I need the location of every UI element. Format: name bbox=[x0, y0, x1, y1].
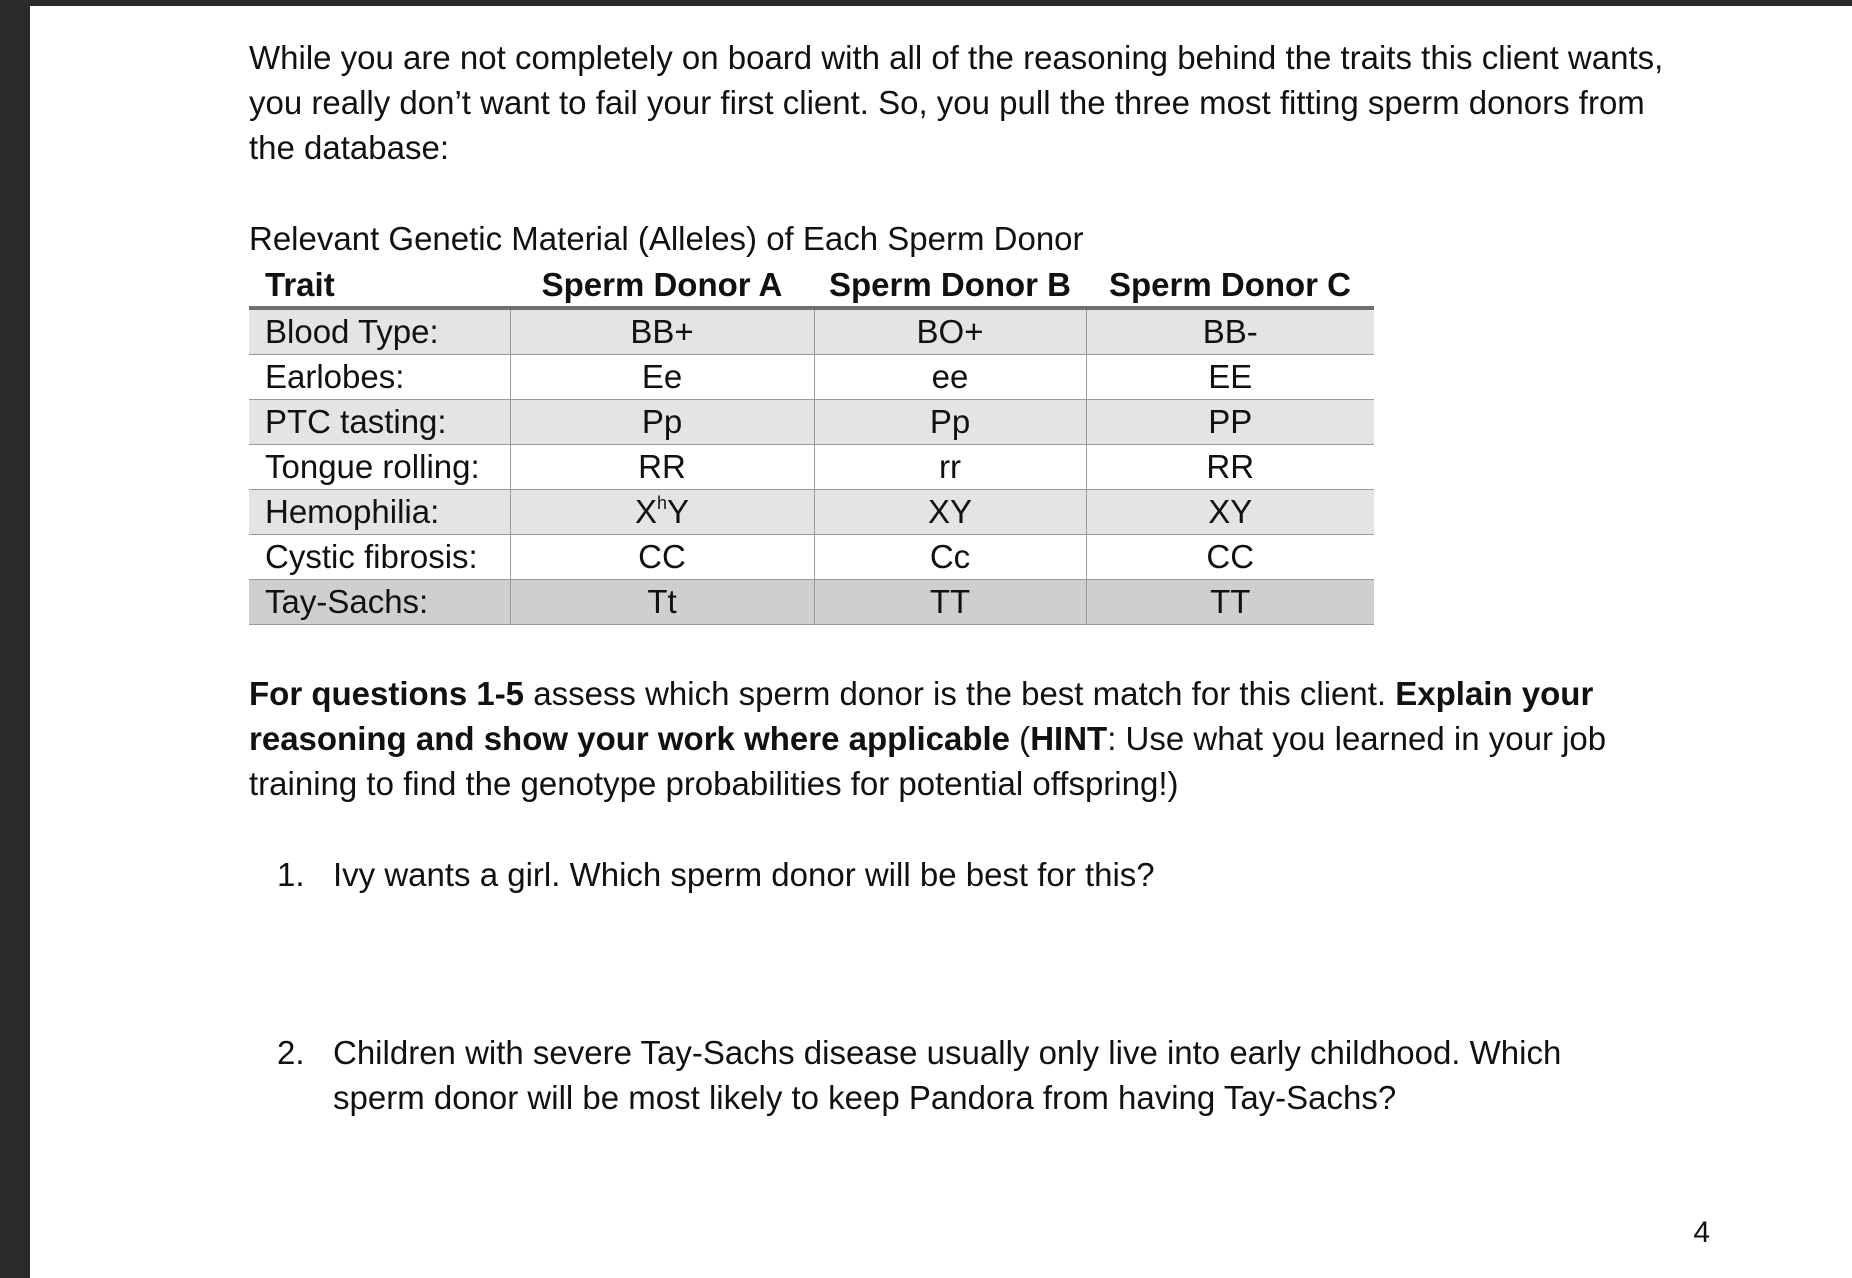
instructions-text-1: assess which sperm donor is the best match for this client. bbox=[524, 675, 1396, 712]
donor-c-cell: EE bbox=[1086, 355, 1374, 400]
donor-a-cell: CC bbox=[510, 535, 814, 580]
question-1 bbox=[277, 852, 1653, 897]
allele-superscript: h bbox=[656, 493, 667, 513]
donor-a-cell: BB+ bbox=[510, 308, 814, 355]
donor-c-cell: PP bbox=[1086, 400, 1374, 445]
allele-tail: Y bbox=[667, 493, 690, 530]
instructions-text-2: ( bbox=[1010, 720, 1031, 757]
question-number: 2. bbox=[277, 1034, 305, 1071]
document-page bbox=[30, 6, 1852, 1278]
window-left-edge bbox=[0, 0, 30, 1278]
table-row bbox=[249, 535, 1374, 580]
donor-c-cell: BB- bbox=[1086, 308, 1374, 355]
donor-c-cell: TT bbox=[1086, 580, 1374, 625]
donor-b-cell: BO+ bbox=[814, 308, 1086, 355]
instructions-paragraph bbox=[249, 671, 1669, 806]
header-trait: Trait bbox=[249, 264, 510, 308]
instructions-bold-3: HINT bbox=[1030, 720, 1108, 757]
page-number: 4 bbox=[1693, 1216, 1710, 1249]
table-row bbox=[249, 490, 1374, 535]
table-row bbox=[249, 308, 1374, 355]
donor-c-cell: CC bbox=[1086, 535, 1374, 580]
donor-c-cell: RR bbox=[1086, 445, 1374, 490]
trait-cell: Tongue rolling: bbox=[249, 445, 510, 490]
table-caption: Relevant Genetic Material (Alleles) of Each Sperm Donor bbox=[249, 220, 1084, 257]
question-text: Ivy wants a girl. Which sperm donor will be best for this? bbox=[333, 856, 1155, 893]
donor-a-cell bbox=[510, 490, 814, 535]
trait-cell: Earlobes: bbox=[249, 355, 510, 400]
table-header-row bbox=[249, 264, 1374, 308]
donor-b-cell: TT bbox=[814, 580, 1086, 625]
trait-cell: Tay-Sachs: bbox=[249, 580, 510, 625]
donor-b-cell: Pp bbox=[814, 400, 1086, 445]
trait-cell: Hemophilia: bbox=[249, 490, 510, 535]
table-row bbox=[249, 580, 1374, 625]
donor-a-cell: RR bbox=[510, 445, 814, 490]
question-number: 1. bbox=[277, 856, 305, 893]
allele-base: X bbox=[634, 493, 657, 530]
question-text: Children with severe Tay-Sachs disease usually only live into early childhood. Which sperm donor will be most likely to keep Pandora from having Tay-Sachs? bbox=[333, 1034, 1562, 1116]
question-2 bbox=[277, 1030, 1653, 1120]
instructions-text-3: : Use what you learned in your job training to find the genotype probabilities for potential offspring!) bbox=[249, 720, 1607, 802]
table-row bbox=[249, 445, 1374, 490]
trait-cell: PTC tasting: bbox=[249, 400, 510, 445]
instructions-bold-2: Explain your reasoning and show your work where applicable bbox=[249, 675, 1594, 757]
table-row bbox=[249, 355, 1374, 400]
donor-a-cell: Ee bbox=[510, 355, 814, 400]
donor-a-cell: Pp bbox=[510, 400, 814, 445]
header-donor-a: Sperm Donor A bbox=[510, 264, 814, 308]
instructions-bold-1: For questions 1-5 bbox=[249, 675, 525, 712]
donor-b-cell: rr bbox=[814, 445, 1086, 490]
header-donor-c: Sperm Donor C bbox=[1086, 264, 1374, 308]
trait-cell: Cystic fibrosis: bbox=[249, 535, 510, 580]
donor-b-cell: Cc bbox=[814, 535, 1086, 580]
trait-cell: Blood Type: bbox=[249, 308, 510, 355]
donor-c-cell: XY bbox=[1086, 490, 1374, 535]
donor-a-cell: Tt bbox=[510, 580, 814, 625]
donor-b-cell: ee bbox=[814, 355, 1086, 400]
header-donor-b: Sperm Donor B bbox=[814, 264, 1086, 308]
table-row bbox=[249, 400, 1374, 445]
donor-alleles-table bbox=[249, 264, 1374, 625]
intro-paragraph: While you are not completely on board with all of the reasoning behind the traits this client wants, you really don’t want to fail your first client. So, you pull the three most fitting sperm donors from the database: bbox=[249, 39, 1664, 166]
donor-b-cell: XY bbox=[814, 490, 1086, 535]
